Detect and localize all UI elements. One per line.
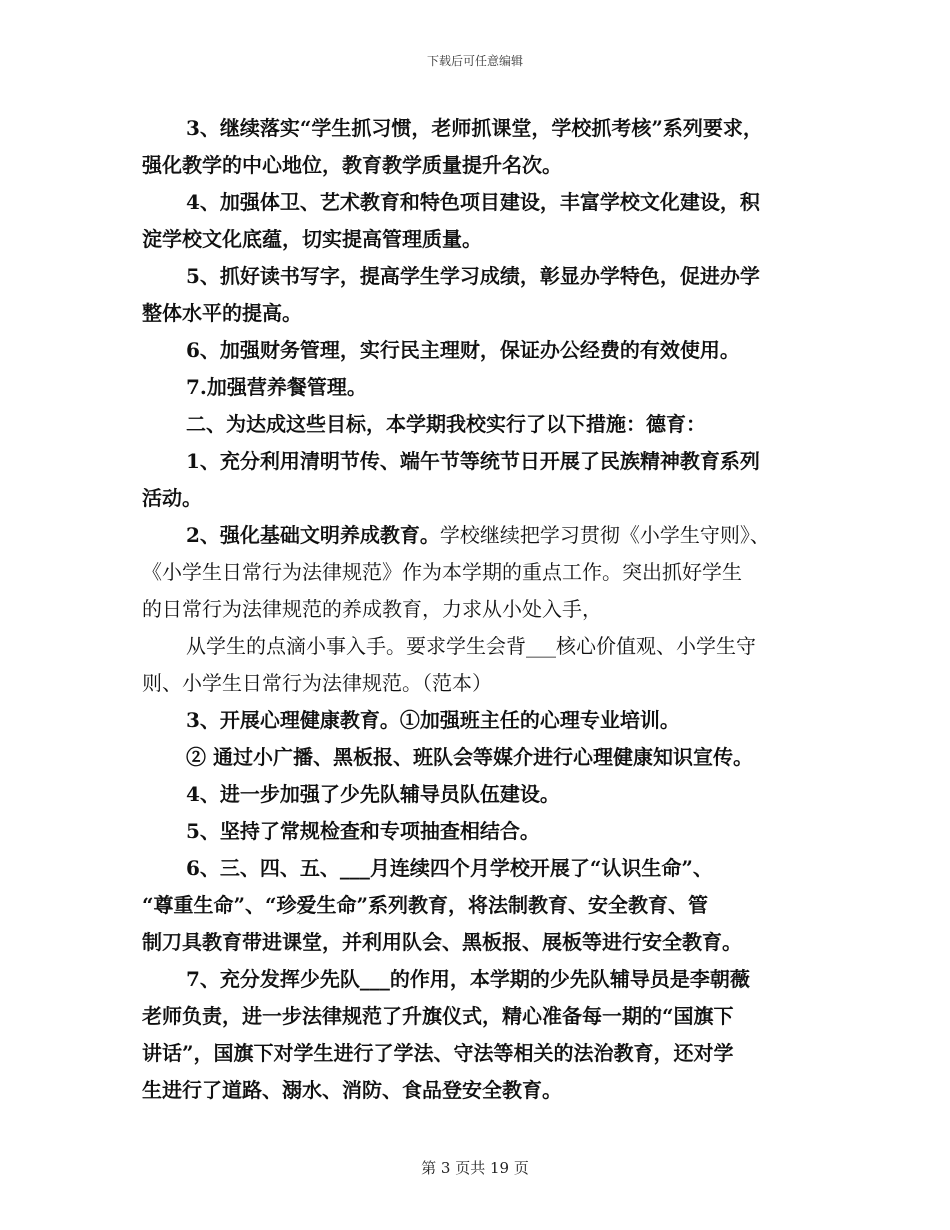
document-body <box>142 110 812 1109</box>
text-line: 《小学生日常行为法律规范》作为本学期的重点工作。突出抓好学生 <box>142 560 742 584</box>
text-line: ② 通过小广播、黑板报、班队会等媒介进行心理健康知识宣传。 <box>186 745 753 769</box>
text-line: 从学生的点滴小事入手。要求学生会背___核心价值观、小学生守 <box>186 634 756 658</box>
text-line: 1、充分利用清明节传、端午节等统节日开展了民族精神教育系列 <box>186 449 760 473</box>
text-line: 老师负责，进一步法律规范了升旗仪式，精心准备每一期的“国旗下 <box>142 1004 734 1028</box>
text-line: 讲话”，国旗下对学生进行了学法、守法等相关的法治教育，还对学 <box>142 1041 734 1065</box>
text-line: 3、开展心理健康教育。①加强班主任的心理专业培训。 <box>186 708 680 732</box>
text-line: 5、坚持了常规检查和专项抽查相结合。 <box>186 819 540 843</box>
text-line: 7、充分发挥少先队___的作用，本学期的少先队辅导员是李朝薇 <box>186 967 750 991</box>
text-line: 二、为达成这些目标，本学期我校实行了以下措施：德育： <box>186 412 706 436</box>
text-line <box>142 517 812 554</box>
text-line: 强化教学的中心地位，教育教学质量提升名次。 <box>142 153 562 177</box>
text-line: 4、加强体卫、艺术教育和特色项目建设，丰富学校文化建设，积 <box>186 190 760 214</box>
page-footer: 第 3 页共 19 页 <box>421 1159 529 1177</box>
text-line: 7.加强营养餐管理。 <box>186 375 367 399</box>
text-line: 3、继续落实“学生抓习惯，老师抓课堂，学校抓考核”系列要求， <box>186 116 763 140</box>
text-line: 6、加强财务管理，实行民主理财，保证办公经费的有效使用。 <box>186 338 740 362</box>
page-header: 下载后可任意编辑 <box>426 54 523 68</box>
text-run-bold: 2、强化基础文明养成教育。 <box>186 523 440 547</box>
text-line: 制刀具教育带进课堂，并利用队会、黑板报、展板等进行安全教育。 <box>142 930 742 954</box>
text-line: 则、小学生日常行为法律规范。（范本） <box>142 671 492 695</box>
text-run-regular: 学校继续把学习贯彻《小学生守则》、 <box>439 523 770 547</box>
text-line: 的日常行为法律规范的养成教育，力求从小处入手， <box>142 597 602 621</box>
text-line: 整体水平的提高。 <box>142 301 302 325</box>
text-line: 4、进一步加强了少先队辅导员队伍建设。 <box>186 782 560 806</box>
text-line: 活动。 <box>142 486 202 510</box>
text-line: 生进行了道路、溺水、消防、食品登安全教育。 <box>142 1078 562 1102</box>
text-line: 6、三、四、五、___月连续四个月学校开展了“认识生命”、 <box>186 856 713 880</box>
text-line: “尊重生命”、“珍爱生命”系列教育，将法制教育、安全教育、管 <box>142 893 709 917</box>
text-line: 淀学校文化底蕴，切实提高管理质量。 <box>142 227 482 251</box>
text-line: 5、抓好读书写字，提高学生学习成绩，彰显办学特色，促进办学 <box>186 264 760 288</box>
